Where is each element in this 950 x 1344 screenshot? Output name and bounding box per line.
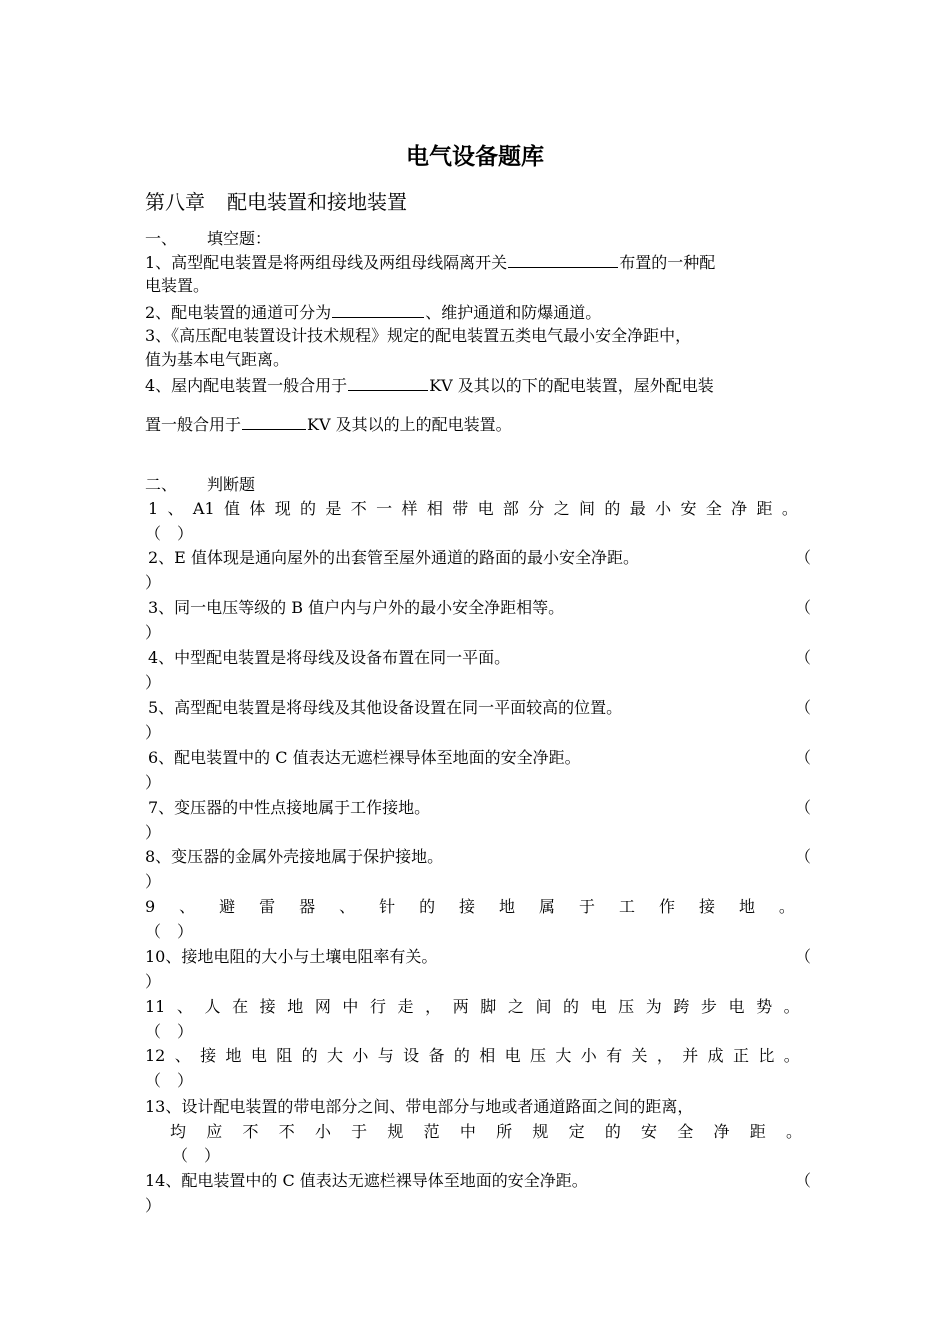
answer-paren: （ ） xyxy=(145,1022,194,1041)
answer-paren: （ ） xyxy=(145,922,194,941)
answer-paren-close: ） xyxy=(145,673,162,692)
answer-paren-close: ） xyxy=(145,972,162,991)
answer-paren-close: ） xyxy=(145,823,162,842)
fill-question-3-cont: 值为基本电气距离。 xyxy=(145,350,290,369)
answer-paren-open: （ xyxy=(795,947,812,966)
judge-question-14: 14、配电装置中的 C 值表达无遮栏裸导体至地面的安全净距。 xyxy=(145,1171,588,1190)
judge-question-9: 9 、 避 雷 器 、 针 的 接 地 属 于 工 作 接 地 。 xyxy=(145,897,795,916)
judge-question-12: 12 、 接 地 电 阻 的 大 小 与 设 备 的 相 电 压 大 小 有 关 ， 并 成 正 比 。 xyxy=(145,1046,800,1065)
judge-question-8: 8、变压器的金属外壳接地属于保护接地。 xyxy=(145,847,444,866)
answer-blank xyxy=(242,413,306,430)
fill-question-2: 2、配电装置的通道可分为 、维护通道和防爆通道。 xyxy=(145,303,602,322)
judge-question-1: 1 、 A1 值 体 现 的 是 不 一 样 相 带 电 部 分 之 间 的 最 小 安 全 净 距 。 xyxy=(148,499,798,518)
judge-question-13: 13、设计配电装置的带电部分之间、带电部分与地或者通道路面之间的距离， xyxy=(145,1097,694,1116)
fill-question-4: 4、屋内配电装置一般合用于 KV 及其以的下的配电装置，屋外配电装 xyxy=(145,376,714,395)
section-heading-fill: 一、 填空题： xyxy=(145,229,272,248)
judge-question-13-cont: 均 应 不 不 小 于 规 范 中 所 规 定 的 安 全 净 距 。 xyxy=(170,1122,802,1141)
answer-paren-open: （ xyxy=(795,748,812,767)
page-title: 电气设备题库 xyxy=(406,144,544,170)
judge-question-4: 4、中型配电装置是将母线及设备布置在同一平面。 xyxy=(148,648,511,667)
answer-blank xyxy=(332,301,424,318)
answer-paren-close: ） xyxy=(145,623,162,642)
fill-question-4-cont: 置一般合用于 KV 及其以的上的配电装置。 xyxy=(145,415,512,434)
answer-paren-open: （ xyxy=(795,1171,812,1190)
answer-paren-close: ） xyxy=(145,1196,162,1215)
judge-question-11: 11 、 人 在 接 地 网 中 行 走 ， 两 脚 之 间 的 电 压 为 跨 步 电 势 。 xyxy=(145,997,800,1016)
chapter-name: 配电装置和接地装置 xyxy=(227,190,407,214)
judge-question-2: 2、E 值体现是通向屋外的出套管至屋外通道的路面的最小安全净距。 xyxy=(148,548,639,567)
answer-paren-open: （ xyxy=(795,548,812,567)
answer-paren-open: （ xyxy=(795,648,812,667)
judge-question-7: 7、变压器的中性点接地属于工作接地。 xyxy=(148,798,431,817)
answer-paren-close: ） xyxy=(145,573,162,592)
answer-paren-open: （ xyxy=(795,598,812,617)
answer-paren: （ ） xyxy=(145,524,194,543)
answer-paren: （ ） xyxy=(172,1146,221,1165)
answer-blank xyxy=(348,374,428,391)
answer-paren-open: （ xyxy=(795,798,812,817)
judge-question-5: 5、高型配电装置是将母线及其他设备设置在同一平面较高的位置。 xyxy=(148,698,623,717)
fill-question-3: 3、《高压配电装置设计技术规程》规定的配电装置五类电气最小安全净距中， xyxy=(145,326,692,345)
answer-paren: （ ） xyxy=(145,1071,194,1090)
answer-paren-close: ） xyxy=(145,872,162,891)
answer-paren-close: ） xyxy=(145,773,162,792)
answer-blank xyxy=(508,251,618,268)
chapter-number: 第八章 xyxy=(145,190,205,214)
answer-paren-open: （ xyxy=(795,698,812,717)
judge-question-10: 10、接地电阻的大小与土壤电阻率有关。 xyxy=(145,947,438,966)
answer-paren-open: （ xyxy=(795,847,812,866)
section-heading-judge: 二、 判断题 xyxy=(145,475,256,494)
judge-question-6: 6、配电装置中的 C 值表达无遮栏裸导体至地面的安全净距。 xyxy=(148,748,581,767)
fill-question-1-cont: 电装置。 xyxy=(145,276,210,295)
answer-paren-close: ） xyxy=(145,723,162,742)
judge-question-3: 3、同一电压等级的 B 值户内与户外的最小安全净距相等。 xyxy=(148,598,565,617)
fill-question-1: 1、高型配电装置是将两组母线及两组母线隔离开关 布置的一种配 xyxy=(145,253,716,272)
chapter-heading xyxy=(145,186,407,215)
